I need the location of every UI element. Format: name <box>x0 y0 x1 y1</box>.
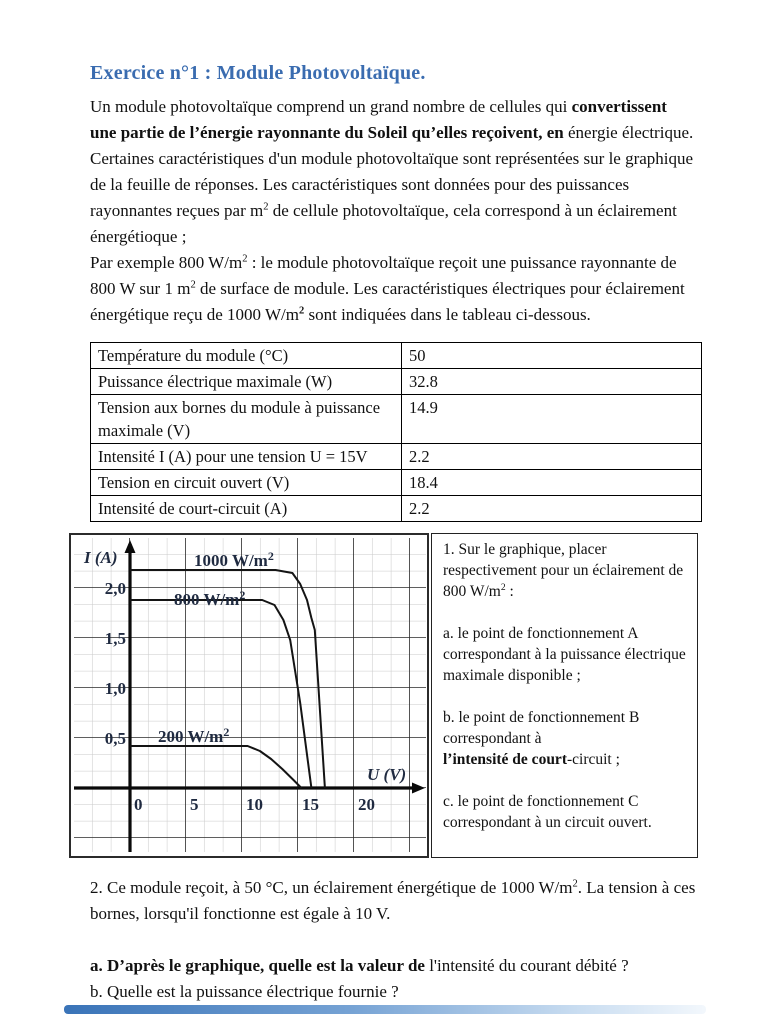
bold-text-segment: 2 <box>298 305 305 317</box>
characteristics-table <box>90 342 702 522</box>
table-cell-label: Tension aux bornes du module à puissance maximale (V) <box>91 395 402 444</box>
series-label: 200 $W/m^2$ <box>158 725 230 746</box>
x-tick-label: 15 <box>302 795 319 814</box>
x-tick-label: 0 <box>134 795 143 814</box>
table-cell-label: Intensité de court-circuit (A) <box>91 496 402 522</box>
table-cell-value: 14.9 <box>402 395 702 444</box>
text-segment: 2 <box>500 581 506 593</box>
footer-gradient-bar <box>64 1005 706 1014</box>
x-tick-label: 10 <box>246 795 263 814</box>
intro-paragraph <box>90 94 694 328</box>
text-segment: Un module photovoltaïque comprend un grand nombre de cellules qui <box>90 97 572 116</box>
text-segment: . La tension à ces bornes, lorsqu'il fonctionne est égale à 10 V. <box>90 878 696 923</box>
bold-text-segment: convertissent une partie de l’énergie rayonnante du Soleil qu’elles reçoivent, en <box>90 97 667 142</box>
text-segment: l'intensité du courant débité ? <box>429 956 629 975</box>
figure-row <box>69 533 698 858</box>
table-row <box>91 496 702 522</box>
table-row <box>91 395 702 444</box>
text-segment: c. le point de fonctionnement C correspondant à un circuit ouvert. <box>443 793 652 831</box>
iv-chart <box>74 538 426 852</box>
y-tick-label: 0,5 <box>104 729 126 748</box>
text-segment: 2 <box>242 253 248 265</box>
x-tick-label: 5 <box>190 795 199 814</box>
y-tick-label: 1,0 <box>104 679 126 698</box>
page-title: Exercice n°1 : Module Photovoltaïque. <box>90 62 426 84</box>
table-cell-label: Tension en circuit ouvert (V) <box>91 470 402 496</box>
bold-text-segment: l’intensité de court <box>443 751 567 768</box>
question1-text <box>443 539 689 833</box>
table-cell-value: 50 <box>402 343 702 369</box>
text-segment: : le module photovoltaïque reçoit une puissance rayonnante de 800 W sur 1 m <box>90 253 677 298</box>
table-cell-value: 2.2 <box>402 444 702 470</box>
x-tick-label: 20 <box>358 795 375 814</box>
x-axis-title: U (V) <box>367 765 407 784</box>
question2-text <box>90 875 710 1005</box>
table-cell-value: 2.2 <box>402 496 702 522</box>
text-segment: b. le point de fonctionnement B correspondant à <box>443 709 640 747</box>
text-segment: 2 <box>572 878 578 890</box>
table-cell-label: Intensité I (A) pour une tension U = 15V <box>91 444 402 470</box>
table-cell-label: Température du module (°C) <box>91 343 402 369</box>
y-tick-label: 2,0 <box>104 579 126 598</box>
characteristics-table-body <box>91 343 702 522</box>
text-segment: 2. Ce module reçoit, à 50 °C, un éclairement énergétique de 1000 W/m <box>90 878 573 897</box>
series-label: 1000 $W/m^2$ <box>194 549 274 570</box>
table-row <box>91 369 702 395</box>
text-segment: 1. Sur le graphique, placer respectivement pour un éclairement de 800 W/m <box>443 541 684 600</box>
bold-text-segment: a. D’après le graphique, quelle est la valeur de <box>90 956 430 975</box>
table-cell-value: 32.8 <box>402 369 702 395</box>
y-axis-title: I (A) <box>84 548 118 567</box>
text-segment: -circuit ; <box>566 751 620 768</box>
table-row <box>91 470 702 496</box>
text-segment: sont indiquées dans le tableau ci-dessous. <box>304 305 591 324</box>
question1-panel <box>431 533 698 858</box>
text-segment: énergie électrique. Certaines caractéristiques d'un module photovoltaïque sont représentées sur le graphique de la feuille de réponses. Les caractéristiques sont données pour des puissances rayonnantes reçues par m <box>90 123 694 220</box>
table-cell-value: 18.4 <box>402 470 702 496</box>
text-segment: de cellule photovoltaïque, cela correspond à un éclairement énergétioque ; <box>90 201 677 246</box>
table-cell-label: Puissance électrique maximale (W) <box>91 369 402 395</box>
text-segment: 2 <box>263 201 269 213</box>
text-segment: a. le point de fonctionnement A correspondant à la puissance électrique maximale disponible ; <box>443 625 686 684</box>
iv-chart-frame <box>69 533 429 858</box>
text-segment: : <box>505 583 514 600</box>
text-segment: de surface de module. Les caractéristiques électriques pour éclairement énergétique reçu de 1000 W/m <box>90 279 685 324</box>
y-tick-label: 1,5 <box>104 629 126 648</box>
text-segment: 2 <box>190 279 196 291</box>
table-row <box>91 343 702 369</box>
text-segment: Par exemple 800 W/m <box>90 253 243 272</box>
table-row <box>91 444 702 470</box>
text-segment: b. Quelle est la puissance électrique fournie ? <box>90 982 399 1001</box>
series-label: 800 $W/m^2$ <box>174 588 246 609</box>
